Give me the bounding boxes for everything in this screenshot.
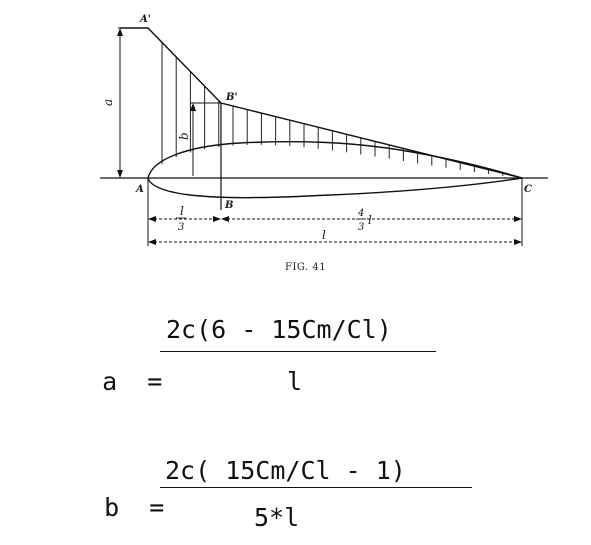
figure-caption: FIG. 41 bbox=[285, 262, 327, 273]
four-thirds-den: 3 bbox=[358, 222, 365, 233]
formula-b-equals: = bbox=[149, 493, 165, 522]
formula-b-variable: b bbox=[104, 493, 120, 522]
third-num: l bbox=[180, 204, 184, 218]
formula-b-spacer bbox=[119, 493, 149, 522]
dim-b-label: b bbox=[177, 132, 191, 140]
a-arrow-bottom bbox=[117, 170, 123, 178]
formula-b-lhs bbox=[74, 464, 164, 522]
four-thirds-l: l bbox=[368, 213, 372, 227]
four-thirds-num: 4 bbox=[358, 208, 365, 219]
dim-a-label: a bbox=[101, 98, 115, 106]
formula-a-lhs bbox=[72, 338, 162, 396]
formula-b-fraction-bar bbox=[160, 487, 472, 488]
load-hatching bbox=[162, 42, 517, 177]
total-label: l bbox=[322, 228, 326, 242]
formula-a-spacer bbox=[117, 367, 147, 396]
formula-a-variable: a bbox=[102, 367, 118, 396]
a-arrow-top bbox=[117, 28, 123, 36]
four-thirds-arrow-left bbox=[221, 216, 229, 222]
total-arrow-left bbox=[148, 239, 156, 245]
formula-a-numerator: 2c(6 - 15Cm/Cl) bbox=[166, 315, 392, 344]
label-b-top: B' bbox=[226, 92, 238, 103]
four-thirds-arrow-right bbox=[514, 216, 522, 222]
airfoil-profile bbox=[148, 142, 522, 198]
label-b: B bbox=[225, 200, 234, 211]
label-c: C bbox=[524, 184, 532, 195]
total-arrow-right bbox=[514, 239, 522, 245]
formula-b-denominator: 5*l bbox=[254, 503, 300, 532]
load-envelope bbox=[120, 28, 522, 178]
third-arrow-right bbox=[213, 216, 221, 222]
formula-a-equals: = bbox=[147, 367, 163, 396]
formula-a-fraction-bar bbox=[160, 351, 436, 352]
third-den: 3 bbox=[178, 222, 185, 233]
formula-a-denominator: l bbox=[287, 367, 303, 396]
label-a-top: A' bbox=[140, 14, 151, 25]
label-a: A bbox=[136, 184, 144, 195]
formula-b-numerator: 2c( 15Cm/Cl - 1) bbox=[165, 456, 406, 485]
third-arrow-left bbox=[148, 216, 156, 222]
